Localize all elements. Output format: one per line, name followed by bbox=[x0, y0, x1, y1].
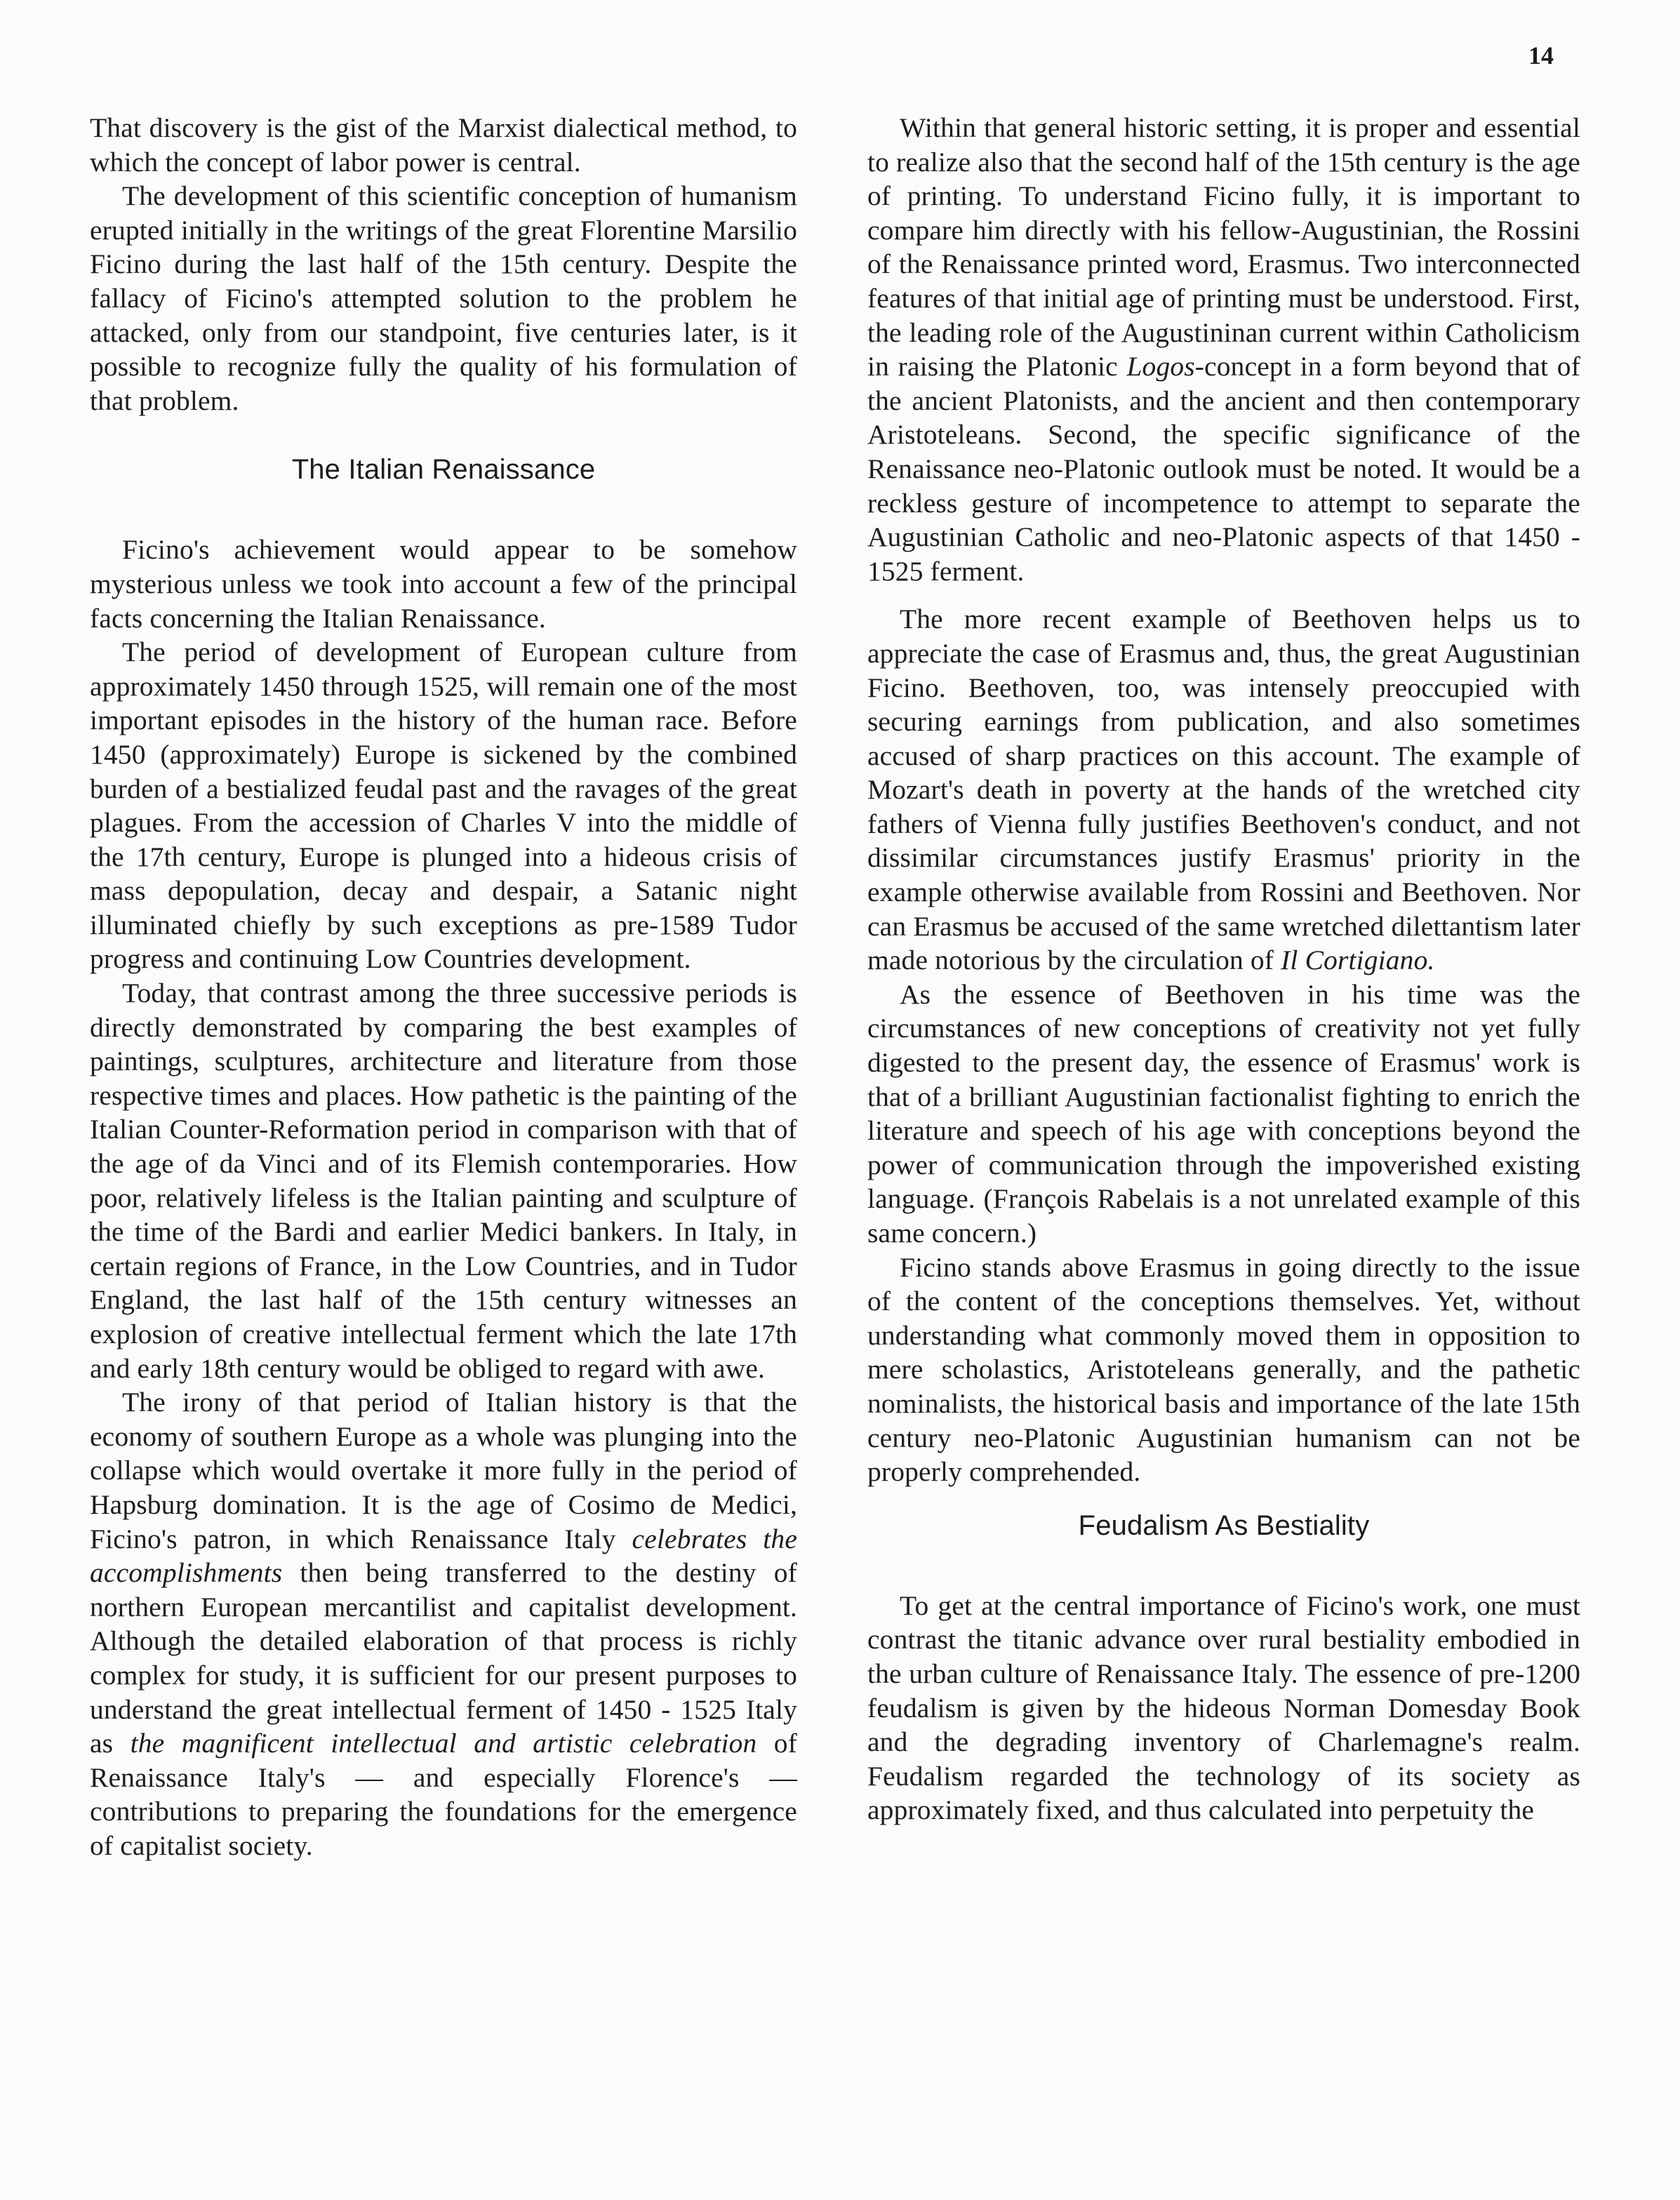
paragraph: Ficino's achievement would appear to be somehow mysterious unless we took into account a few of the principal facts concerning the Italian Renaissance. bbox=[90, 534, 797, 634]
left-column bbox=[90, 111, 797, 1863]
page-number: 14 bbox=[1528, 41, 1554, 69]
paragraph: The development of this scientific conception of humanism erupted initially in the writings of the great Florentine Marsilio Ficino during the last half of the 15th century. Despite the fallacy of Ficino's attempted solution to the problem he attacked, only from our standpoint, five centuries later, is it possible to recognize fully the quality of his formulation of that problem. bbox=[90, 180, 797, 416]
emphasis-text: Il Cortigiano. bbox=[1281, 945, 1435, 976]
paragraph: The period of development of European culture from approximately 1450 through 1525, will remain one of the most important episodes in the history of the human race. Before 1450 (approximately) Europe is sickened by the combined burden of a bestialized feudal past and the ravages of the great plagues. From the accession of Charles V into the middle of the 17th century, Europe is plunged into a hideous crisis of mass depopulation, decay and despair, a Satanic night illuminated chiefly by such exceptions as pre-1589 Tudor progress and continuing Low Countries development. bbox=[90, 636, 797, 975]
text-run: The more recent example of Beethoven helps us to appreciate the case of Erasmus and, thus, the great Augustinian Ficino. Beethoven, too, was intensely preoccupied with securing earnings from publication, and also sometimes accused of sharp practices on this account. The example of Mozart's death in poverty at the hands of the wretched city fathers of Vienna fully justifies Beethoven's conduct, and not dissimilar circumstances justify Erasmus' priority in the example otherwise available from Rossini and Beethoven. Nor can Erasmus be accused of the same wretched dilettantism later made notorious by the circulation of bbox=[867, 604, 1580, 976]
emphasis-text: Logos bbox=[1126, 351, 1195, 382]
paragraph: Today, that contrast among the three successive periods is directly demonstrated by comparing the best examples of paintings, sculptures, architecture and literature from those respective times and places. How pathetic is the painting of the Italian Counter-Reformation period in comparison with that of the age of da Vinci and of its Flemish contemporaries. How poor, relatively lifeless is the Italian painting and sculpture of the time of the Bardi and earlier Medici bankers. In Italy, in certain regions of France, in the Low Countries, and in Tudor England, the last half of the 15th century witnesses an explosion of creative intellectual ferment which the late 17th and early 18th century would be obliged to regard with awe. bbox=[90, 978, 797, 1384]
paragraph: To get at the central importance of Ficino's work, one must contrast the titanic advance over rural bestiality embodied in the urban culture of Renaissance Italy. The essence of pre-1200 feudalism is given by the hideous Norman Domesday Book and the degrading inventory of Charlemagne's realm. Feudalism regarded the technology of its society as approximately fixed, and thus calculated into perpetuity the bbox=[867, 1589, 1580, 1826]
paragraph: As the essence of Beethoven in his time was the circumstances of new conceptions of creativity not yet fully digested to the present day, the essence of Erasmus' work is that of a brilliant Augustinian factionalist fighting to enrich the literature and speech of his age with conceptions beyond the power of communication through the impoverished existing language. (François Rabelais is a not unrelated example of this same concern.) bbox=[867, 978, 1580, 1248]
paragraph bbox=[90, 1385, 797, 1862]
section-heading: The Italian Renaissance bbox=[291, 454, 596, 486]
text-run: then being transferred to the destiny of northern European mercantilist and capitalist development. Although the detailed elaboration of that process is richly complex for study, it is sufficient for our present purposes to understand the great intellectual ferment of 1450 - 1525 Italy as bbox=[90, 1557, 797, 1759]
paragraph: That discovery is the gist of the Marxist dialectical method, to which the concept of labor power is central. bbox=[90, 112, 797, 178]
text-run: of Renaissance Italy's — and especially Florence's — contributions to preparing the foundations for the emergence of capitalist society. bbox=[90, 1728, 798, 1861]
right-column bbox=[867, 111, 1580, 1827]
text-run: Within that general historic setting, it is proper and essential to realize also that the second half of the 15th century is the age of printing. To understand Ficino fully, it is important to compare him directly with his fellow-Augustinian, the Rossini of the Renaissance printed word, Erasmus. Two interconnected features of that initial age of printing must be understood. First, the leading role of the Augustininan current within Catholicism in raising the Platonic bbox=[867, 112, 1580, 382]
paragraph bbox=[867, 111, 1580, 588]
text-run: -concept in a form beyond that of the ancient Platonists, and the ancient and then contemporary Aristoteleans. Second, the specific significance of the Renaissance neo-Platonic outlook must be noted. It would be a reckless gesture of incompetence to attempt to separate the Augustinian Catholic and neo-Platonic aspects of that 1450 - 1525 ferment. bbox=[867, 351, 1580, 587]
paragraph: Ficino stands above Erasmus in going directly to the issue of the content of the conceptions themselves. Yet, without understanding what commonly moved them in opposition to mere scholastics, Aristoteleans generally, and the pathetic nominalists, the historical basis and importance of the late 15th century neo-Platonic Augustinian humanism can not be properly comprehended. bbox=[867, 1251, 1580, 1488]
text-run: The irony of that period of Italian history is that the economy of southern Europe as a whole was plunging into the collapse which would overtake it more fully in the period of Hapsburg domination. It is the age of Cosimo de Medici, Ficino's patron, in which Renaissance Italy bbox=[90, 1387, 797, 1554]
emphasis-text: the magnificent intellectual and artistic celebration bbox=[130, 1728, 757, 1759]
emphasis-text: celebrates the accomplishments bbox=[90, 1523, 797, 1589]
section-heading: Feudalism As Bestiality bbox=[1078, 1509, 1370, 1541]
paragraph bbox=[867, 602, 1580, 978]
